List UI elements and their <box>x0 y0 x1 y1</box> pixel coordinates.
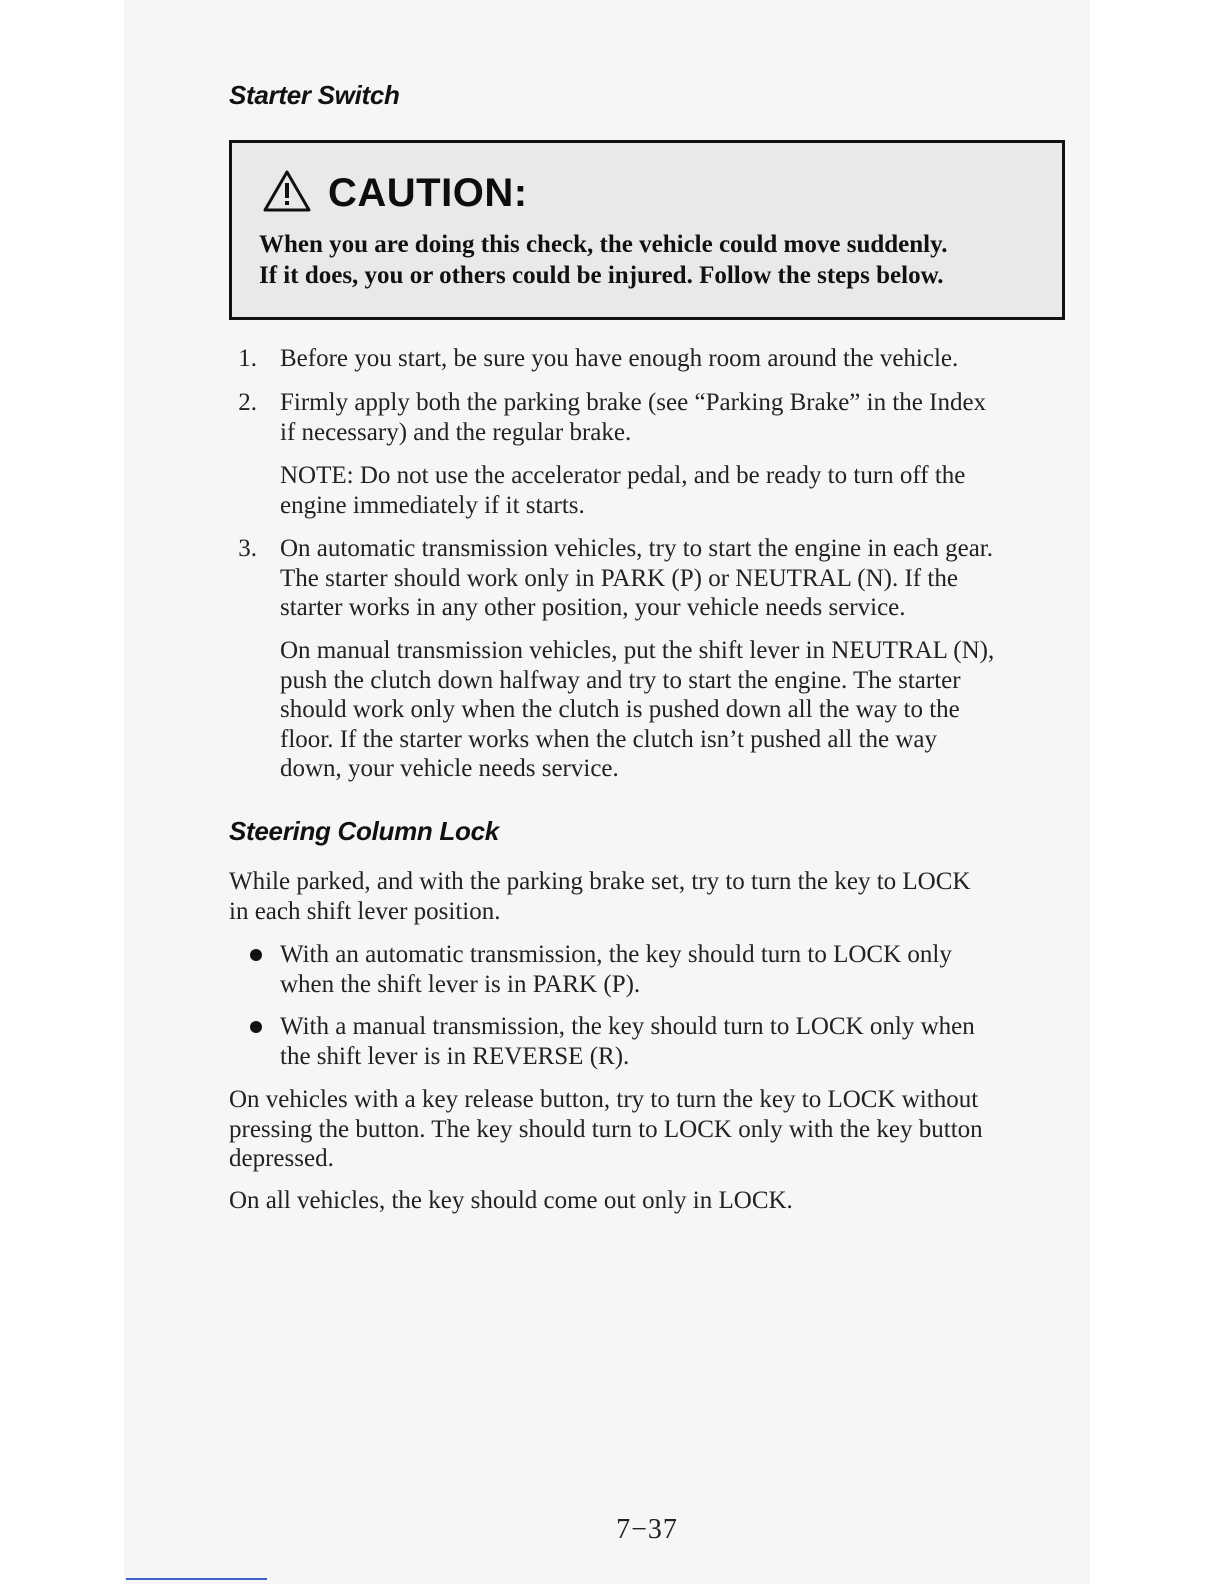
text-line: starter works in any other position, your vehicle needs service. <box>280 594 906 621</box>
starter-switch-heading: Starter Switch <box>229 80 400 110</box>
caution-text <box>259 229 1049 291</box>
step-extra <box>280 636 994 784</box>
text-line: when the shift lever is in PARK (P). <box>280 970 641 998</box>
caution-title <box>262 169 528 218</box>
text-line: depressed. <box>229 1145 334 1172</box>
step-note <box>280 461 965 520</box>
caution-line: If it does, you or others could be injured. Follow the steps below. <box>259 262 944 289</box>
text-line: On all vehicles, the key should come out only in LOCK. <box>229 1187 793 1214</box>
steering-intro <box>229 867 970 926</box>
warning-triangle-icon <box>262 169 312 218</box>
text-line: NOTE: Do not use the accelerator pedal, and be ready to turn off the <box>280 462 966 489</box>
text-line: On vehicles with a key release button, try to turn the key to LOCK without <box>229 1086 979 1113</box>
bullet-icon <box>250 1021 262 1033</box>
final-paragraph <box>229 1186 793 1216</box>
step-text <box>280 344 958 374</box>
text-line: On manual transmission vehicles, put the shift lever in NEUTRAL (N), <box>280 637 995 664</box>
caution-label: CAUTION: <box>328 171 528 215</box>
caution-line: When you are doing this check, the vehicle could move suddenly. <box>259 231 948 258</box>
text-line: On automatic transmission vehicles, try to start the engine in each gear. <box>280 535 993 562</box>
step-text <box>280 534 993 623</box>
text-line: The starter should work only in PARK (P) or NEUTRAL (N). If the <box>280 564 958 592</box>
text-line: With a manual transmission, the key should turn to LOCK only when <box>280 1013 975 1040</box>
step-number: 3. <box>238 535 257 562</box>
bullet-icon <box>250 949 262 961</box>
text-line: if necessary) and the regular brake. <box>280 418 632 446</box>
text-line: Before you start, be sure you have enough room around the vehicle. <box>280 345 959 372</box>
text-line: With an automatic transmission, the key should turn to LOCK only <box>280 941 952 968</box>
text-line: down, your vehicle needs service. <box>280 755 619 782</box>
text-line: While parked, and with the parking brake set, try to turn the key to LOCK <box>229 868 971 895</box>
caution-box <box>229 140 1065 320</box>
step-number: 2. <box>238 389 257 416</box>
text-line: should work only when the clutch is pushed down all the way to the <box>280 696 960 723</box>
steering-column-lock-heading: Steering Column Lock <box>229 816 499 846</box>
step-number: 1. <box>238 345 257 372</box>
bullet-item <box>280 940 952 999</box>
key-release-paragraph <box>229 1085 983 1174</box>
text-line: pressing the button. The key should turn to LOCK only with the key button <box>229 1115 983 1143</box>
text-line: the shift lever is in REVERSE (R). <box>280 1042 630 1070</box>
text-line: in each shift lever position. <box>229 897 501 925</box>
text-line: Firmly apply both the parking brake (see “Parking Brake” in the Index <box>280 389 987 416</box>
text-line: engine immediately if it starts. <box>280 491 585 519</box>
text-line: push the clutch down halfway and try to start the engine. The starter <box>280 666 961 694</box>
text-line: floor. If the starter works when the clutch isn’t pushed all the way <box>280 725 938 753</box>
footer-rule <box>126 1578 267 1580</box>
page-number: 7−37 <box>616 1514 678 1545</box>
bullet-item <box>280 1012 975 1071</box>
step-text <box>280 388 986 447</box>
